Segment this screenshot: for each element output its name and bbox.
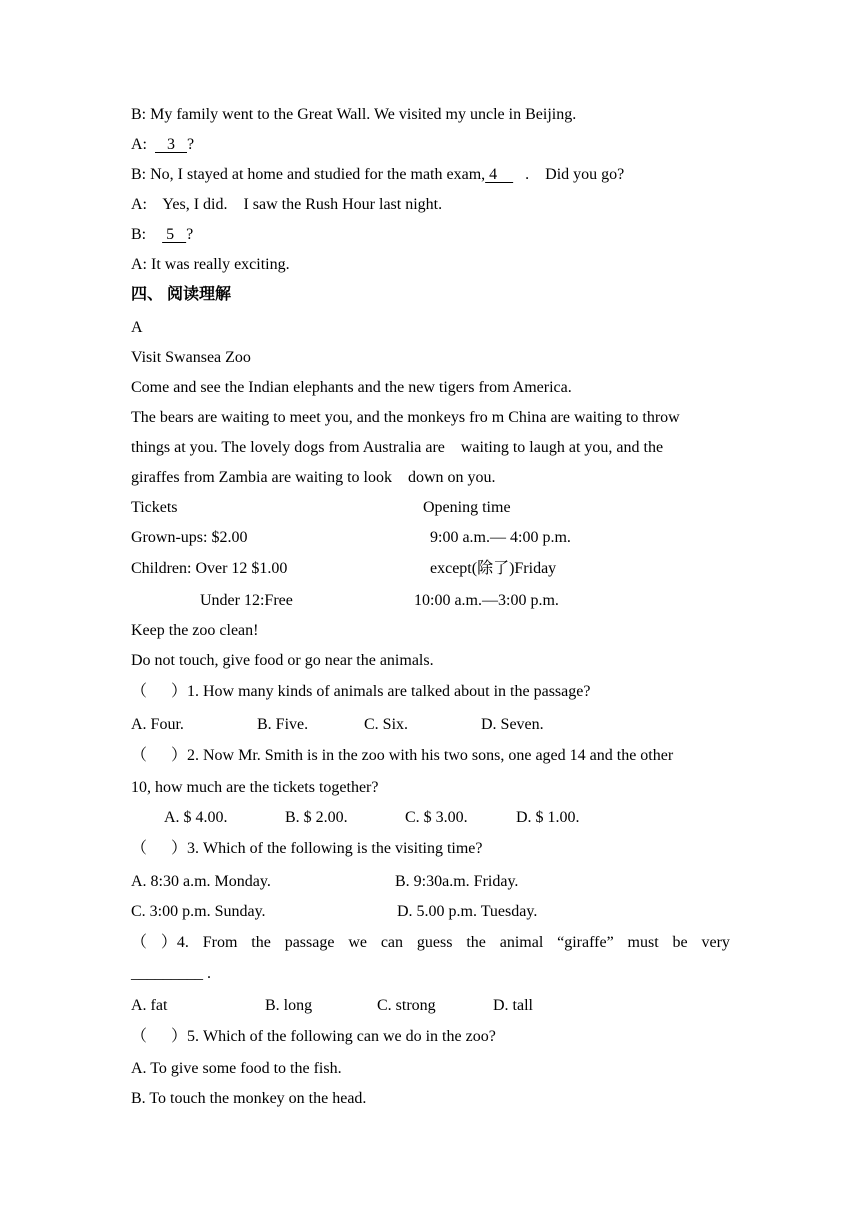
q4-word: passage — [284, 934, 335, 951]
question-3: （ ）3. Which of the following is the visiting time? — [131, 840, 483, 857]
under12-price: Under 12:Free — [200, 592, 293, 609]
dialogue-line-1: B: My family went to the Great Wall. We visited my uncle in Beijing. — [131, 106, 577, 123]
q5-option-a: A. To give some food to the fish. — [131, 1060, 342, 1077]
speaker-text: A: — [131, 136, 155, 153]
dialogue-line-5 — [131, 225, 193, 245]
q4-option-b: B. long — [265, 997, 313, 1014]
q4-word: “giraffe” — [557, 934, 614, 951]
q4-word: can — [380, 934, 404, 951]
dialogue-line-3 — [131, 165, 624, 185]
q4-word: the — [251, 934, 271, 951]
question-2-line-1: （ ）2. Now Mr. Smith is in the zoo with his two sons, one aged 14 and the other — [131, 747, 674, 764]
q4-word: must — [627, 934, 659, 951]
q4-word: From — [202, 934, 238, 951]
question-4-line-1 — [131, 933, 730, 953]
question-4-line-2: _________ . — [131, 965, 211, 982]
line-text-end: . Did you go? — [513, 166, 625, 183]
q1-option-c: C. Six. — [364, 716, 409, 733]
q3-option-c: C. 3:00 p.m. Sunday. — [131, 903, 266, 920]
q3-option-a: A. 8:30 a.m. Monday. — [131, 873, 271, 890]
q4-word: ）4. — [160, 934, 189, 951]
question-5: （ ）5. Which of the following can we do in the zoo? — [131, 1028, 496, 1045]
q1-option-b: B. Five. — [257, 716, 309, 733]
grownups-price: Grown-ups: $2.00 — [131, 529, 248, 546]
opening-time-label: Opening time — [423, 499, 511, 516]
q4-word: we — [348, 934, 367, 951]
blank-3: 3 — [155, 136, 187, 153]
question-1: （ ）1. How many kinds of animals are talked about in the passage? — [131, 683, 591, 700]
q4-word: （ — [131, 934, 148, 951]
tickets-label: Tickets — [131, 499, 178, 516]
line-text: B: No, I stayed at home and studied for the math exam, — [131, 166, 486, 183]
section-heading: 四、 阅读理解 — [131, 286, 232, 303]
q2-option-a: A. $ 4.00. — [164, 809, 228, 826]
q4-word: animal — [499, 934, 544, 951]
question-mark: ? — [186, 226, 194, 243]
q3-option-b: B. 9:30a.m. Friday. — [395, 873, 519, 890]
q4-option-a: A. fat — [131, 997, 168, 1014]
q4-word: be — [672, 934, 688, 951]
q2-option-c: C. $ 3.00. — [405, 809, 468, 826]
q3-option-d: D. 5.00 p.m. Tuesday. — [397, 903, 538, 920]
dialogue-line-2 — [131, 135, 194, 155]
except-friday: except(除了)Friday — [430, 560, 557, 577]
blank-5: 5 — [162, 226, 187, 243]
children-price: Children: Over 12 $1.00 — [131, 560, 288, 577]
opening-hours-2: 10:00 a.m.—3:00 p.m. — [414, 592, 559, 609]
q2-option-b: B. $ 2.00. — [285, 809, 348, 826]
q1-option-d: D. Seven. — [481, 716, 544, 733]
q4-word: guess — [416, 934, 453, 951]
blank-4: 4 — [485, 166, 514, 183]
passage-para-2c: giraffes from Zambia are waiting to look down on you. — [131, 469, 496, 486]
passage-title: Visit Swansea Zoo — [131, 349, 251, 366]
opening-hours-1: 9:00 a.m.— 4:00 p.m. — [430, 529, 571, 546]
q1-option-a: A. Four. — [131, 716, 184, 733]
question-mark: ? — [187, 136, 195, 153]
dialogue-line-4: A: Yes, I did. I saw the Rush Hour last night. — [131, 196, 443, 213]
part-label: A — [131, 319, 143, 336]
q2-option-d: D. $ 1.00. — [516, 809, 580, 826]
passage-para-2b: things at you. The lovely dogs from Australia are waiting to laugh at you, and the — [131, 439, 664, 456]
rule-no-touch: Do not touch, give food or go near the animals. — [131, 652, 434, 669]
q4-word: very — [701, 934, 730, 951]
dialogue-line-6: A: It was really exciting. — [131, 256, 290, 273]
rule-clean: Keep the zoo clean! — [131, 622, 259, 639]
q4-word: the — [466, 934, 486, 951]
q5-option-b: B. To touch the monkey on the head. — [131, 1090, 367, 1107]
passage-para-2a: The bears are waiting to meet you, and the monkeys fro m China are waiting to throw — [131, 409, 680, 426]
q4-option-c: C. strong — [377, 997, 436, 1014]
q4-option-d: D. tall — [493, 997, 533, 1014]
speaker-text: B: — [131, 226, 163, 243]
passage-para-1: Come and see the Indian elephants and the new tigers from America. — [131, 379, 572, 396]
question-2-line-2: 10, how much are the tickets together? — [131, 779, 379, 796]
